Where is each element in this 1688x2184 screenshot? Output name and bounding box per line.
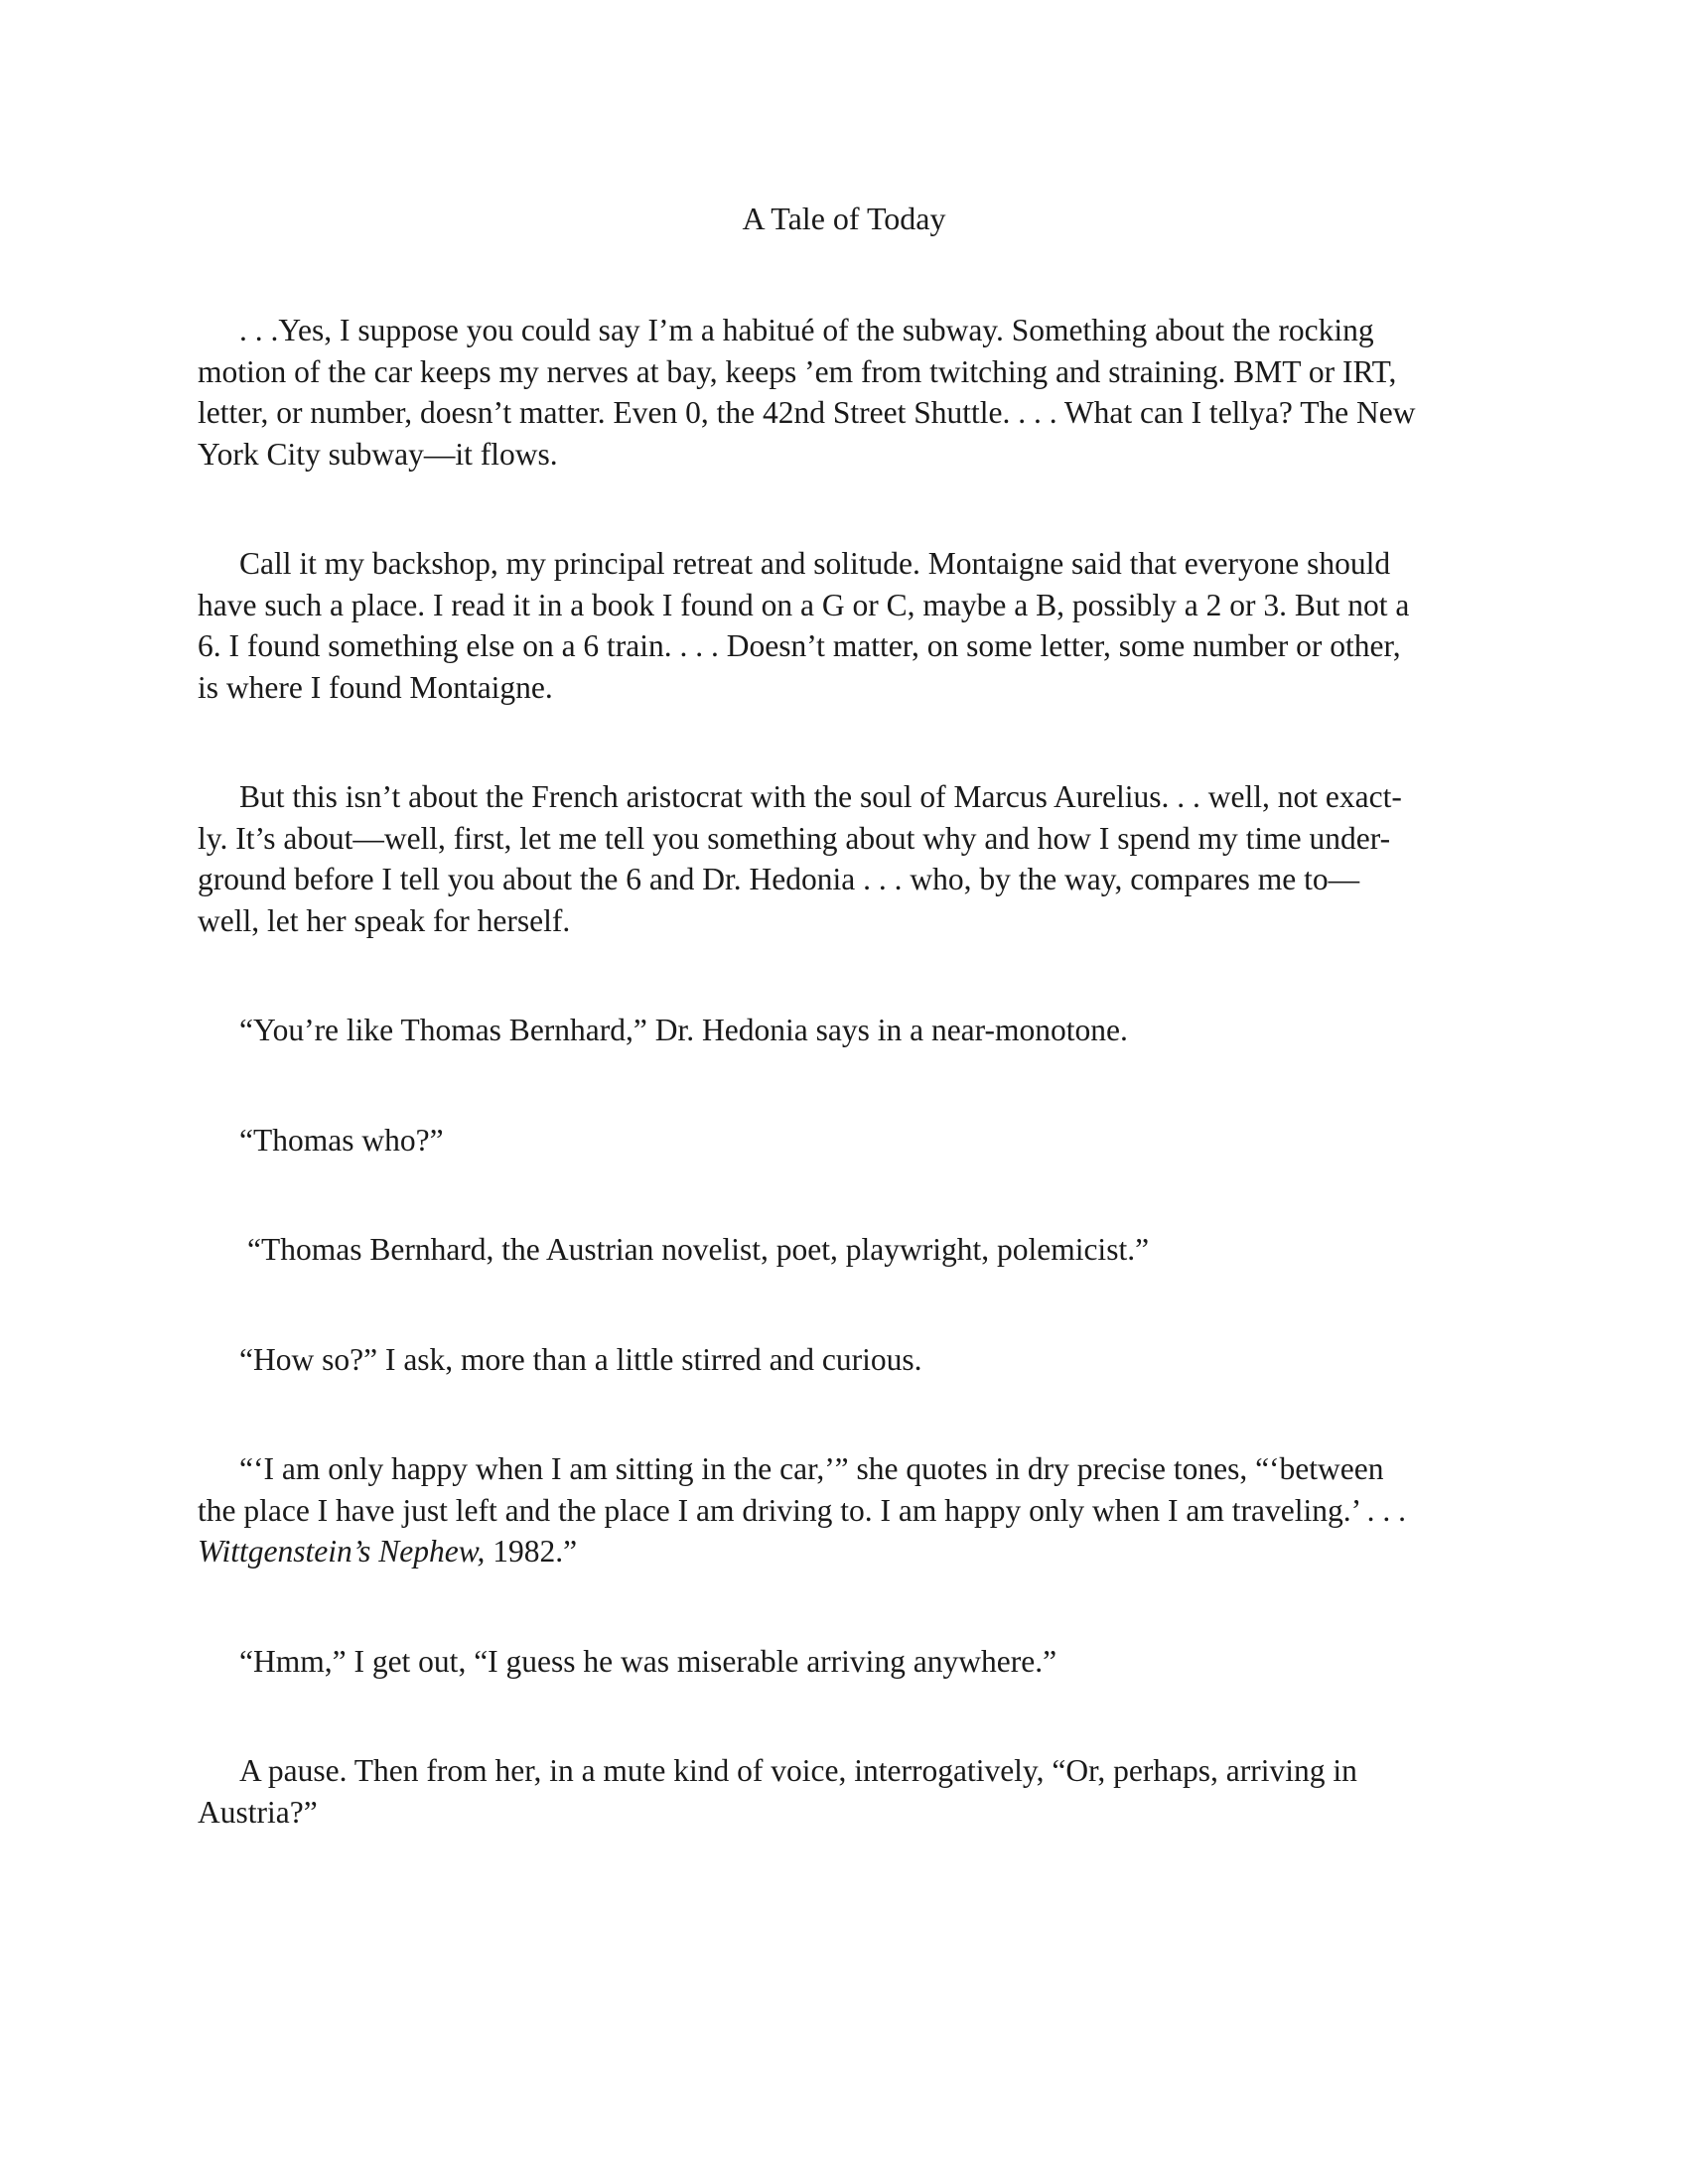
text-line: But this isn’t about the French aristocrat with the soul of Marcus Aurelius. . . well, not exact- [239, 779, 1402, 814]
paragraph-4 [198, 1010, 1488, 1051]
paragraph-8 [198, 1448, 1488, 1572]
text-line: . . .Yes, I suppose you could say I’m a habitué of the subway. Something about the rocking [239, 313, 1374, 347]
text-line: A pause. Then from her, in a mute kind of voice, interrogatively, “Or, perhaps, arriving in [239, 1753, 1357, 1788]
paragraph-9 [198, 1641, 1488, 1683]
text-line: letter, or number, doesn’t matter. Even 0, the 42nd Street Shuttle. . . . What can I tellya? The New [198, 395, 1416, 430]
text-line: “How so?” I ask, more than a little stirred and curious. [239, 1341, 922, 1377]
book-title: Wittgenstein’s Nephew, [198, 1534, 486, 1569]
story-body [198, 310, 1488, 1833]
page-title: A Tale of Today [742, 201, 946, 236]
text-line: “‘I am only happy when I am sitting in the car,’” she quotes in dry precise tones, “‘between [239, 1451, 1384, 1486]
text-fragment: 1982.” [485, 1534, 578, 1569]
paragraph-3 [198, 776, 1488, 941]
text-line [198, 1531, 1488, 1572]
text-line: motion of the car keeps my nerves at bay, keeps ’em from twitching and straining. BMT or IRT, [198, 353, 1397, 389]
paragraph-1 [198, 310, 1488, 475]
text-line: Call it my backshop, my principal retreat and solitude. Montaigne said that everyone should [239, 546, 1391, 581]
text-line: “You’re like Thomas Bernhard,” Dr. Hedonia says in a near-monotone. [239, 1013, 1128, 1047]
text-line: 6. I found something else on a 6 train. . . . Doesn’t matter, on some letter, some number or other, [198, 628, 1401, 663]
paragraph-6 [198, 1229, 1488, 1271]
paragraph-10 [198, 1750, 1488, 1833]
text-line: “Hmm,” I get out, “I guess he was miserable arriving anywhere.” [239, 1643, 1057, 1679]
text-line: have such a place. I read it in a book I found on a G or C, maybe a B, possibly a 2 or 3. But not a [198, 587, 1410, 622]
text-line: “Thomas who?” [239, 1122, 444, 1158]
text-line: ground before I tell you about the 6 and Dr. Hedonia . . . who, by the way, compares me to— [198, 862, 1360, 896]
paragraph-5 [198, 1120, 1488, 1161]
text-line: well, let her speak for herself. [198, 902, 571, 938]
text-line: is where I found Montaigne. [198, 669, 553, 705]
text-line: Austria?” [198, 1794, 318, 1830]
paragraph-7 [198, 1339, 1488, 1381]
text-line: “Thomas Bernhard, the Austrian novelist, poet, playwright, polemicist.” [247, 1232, 1150, 1267]
paragraph-2 [198, 543, 1488, 708]
text-line: York City subway—it flows. [198, 436, 558, 472]
text-line: the place I have just left and the place I am driving to. I am happy only when I am traveling.’ . . . [198, 1492, 1407, 1528]
text-line: ly. It’s about—well, first, let me tell you something about why and how I spend my time under- [198, 820, 1391, 856]
